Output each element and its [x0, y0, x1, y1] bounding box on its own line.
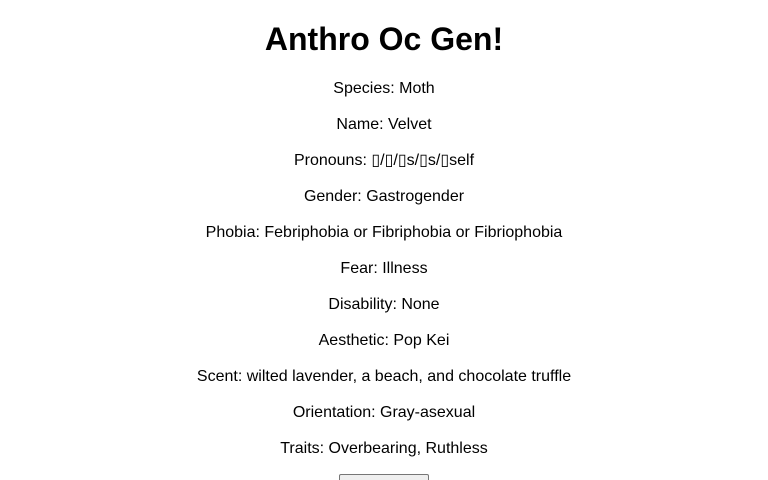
- phobia-value: Febriphobia or Fibriphobia or Fibriophobia: [264, 224, 563, 241]
- disability-label: Disability:: [328, 296, 402, 313]
- disability-line: [0, 296, 768, 314]
- page-title: Anthro Oc Gen!: [264, 21, 504, 57]
- phobia-line: [0, 224, 768, 242]
- pronouns-value: ▯/▯/▯s/▯s/▯self: [371, 152, 475, 169]
- traits-line: [0, 440, 768, 458]
- species-label: Species:: [333, 80, 400, 97]
- name-value: Velvet: [387, 116, 432, 133]
- gender-line: [0, 188, 768, 206]
- gender-label: Gender:: [303, 188, 367, 205]
- name-line: [0, 116, 768, 134]
- aesthetic-line: [0, 332, 768, 350]
- aesthetic-label: Aesthetic:: [318, 332, 394, 349]
- fear-label: Fear:: [340, 260, 383, 277]
- pronouns-line: [0, 152, 768, 170]
- orientation-value: Gray-asexual: [380, 404, 476, 421]
- orientation-line: [0, 404, 768, 422]
- pronouns-label: Pronouns:: [293, 152, 372, 169]
- generate-button[interactable]: [339, 474, 429, 480]
- species-line: [0, 80, 768, 98]
- scent-value: wilted lavender, a beach, and chocolate truffle: [246, 368, 572, 385]
- species-value: Moth: [399, 80, 435, 97]
- traits-value: Overbearing, Ruthless: [328, 440, 488, 457]
- orientation-label: Orientation:: [292, 404, 380, 421]
- name-label: Name:: [336, 116, 388, 133]
- disability-value: None: [401, 296, 440, 313]
- scent-label: Scent:: [196, 368, 247, 385]
- traits-label: Traits:: [280, 440, 329, 457]
- phobia-label: Phobia:: [205, 224, 265, 241]
- aesthetic-value: Pop Kei: [393, 332, 450, 349]
- scent-line: [0, 368, 768, 386]
- fear-value: Illness: [382, 260, 428, 277]
- gender-value: Gastrogender: [366, 188, 465, 205]
- fear-line: [0, 260, 768, 278]
